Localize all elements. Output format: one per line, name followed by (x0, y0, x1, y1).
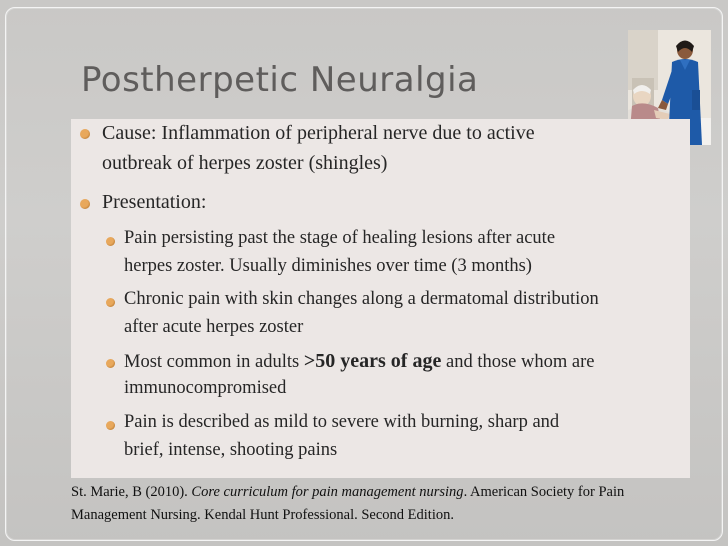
sub-bullet-2-line1: Chronic pain with skin changes along a dermatomal distribution (124, 289, 599, 309)
citation-book-title: Core curriculum for pain management nursing (191, 484, 464, 500)
sub-bullet-1-line2: herpes zoster. Usually diminishes over time (3 months) (124, 256, 532, 276)
bullet-dot-icon (80, 129, 90, 139)
citation-line2: Management Nursing. Kendal Hunt Professional. Second Edition. (71, 507, 454, 523)
sub-bullet-2-line2: after acute herpes zoster (124, 317, 304, 337)
sub-bullet-3-text-c: and those whom are (441, 352, 595, 372)
sub-bullet-3-text-a: Most common in adults (124, 352, 304, 372)
sub-bullet-dot-icon (106, 421, 115, 430)
slide-title: Postherpetic Neuralgia (81, 60, 479, 100)
citation-author: St. Marie, B (2010). (71, 484, 192, 500)
sub-bullet-3-line2: immunocompromised (124, 378, 287, 398)
sub-bullet-4-line2: brief, intense, shooting pains (124, 440, 338, 460)
bullet-dot-icon (80, 199, 90, 209)
bullet-cause-line1: Cause: Inflammation of peripheral nerve due to active (102, 122, 535, 144)
sub-bullet-dot-icon (106, 298, 115, 307)
sub-bullet-3-emphasis: >50 years of age (303, 350, 442, 372)
citation-line1 (71, 484, 624, 501)
bullet-presentation: Presentation: (102, 191, 207, 213)
sub-bullet-1-line1: Pain persisting past the stage of healing lesions after acute (124, 228, 556, 248)
sub-bullet-dot-icon (106, 237, 115, 246)
sub-bullet-4-line1: Pain is described as mild to severe with burning, sharp and (124, 412, 560, 432)
sub-bullet-3-line1 (124, 350, 594, 373)
bullet-cause-line2: outbreak of herpes zoster (shingles) (102, 152, 388, 174)
citation-publisher: . American Society for Pain (463, 484, 625, 500)
sub-bullet-dot-icon (106, 359, 115, 368)
